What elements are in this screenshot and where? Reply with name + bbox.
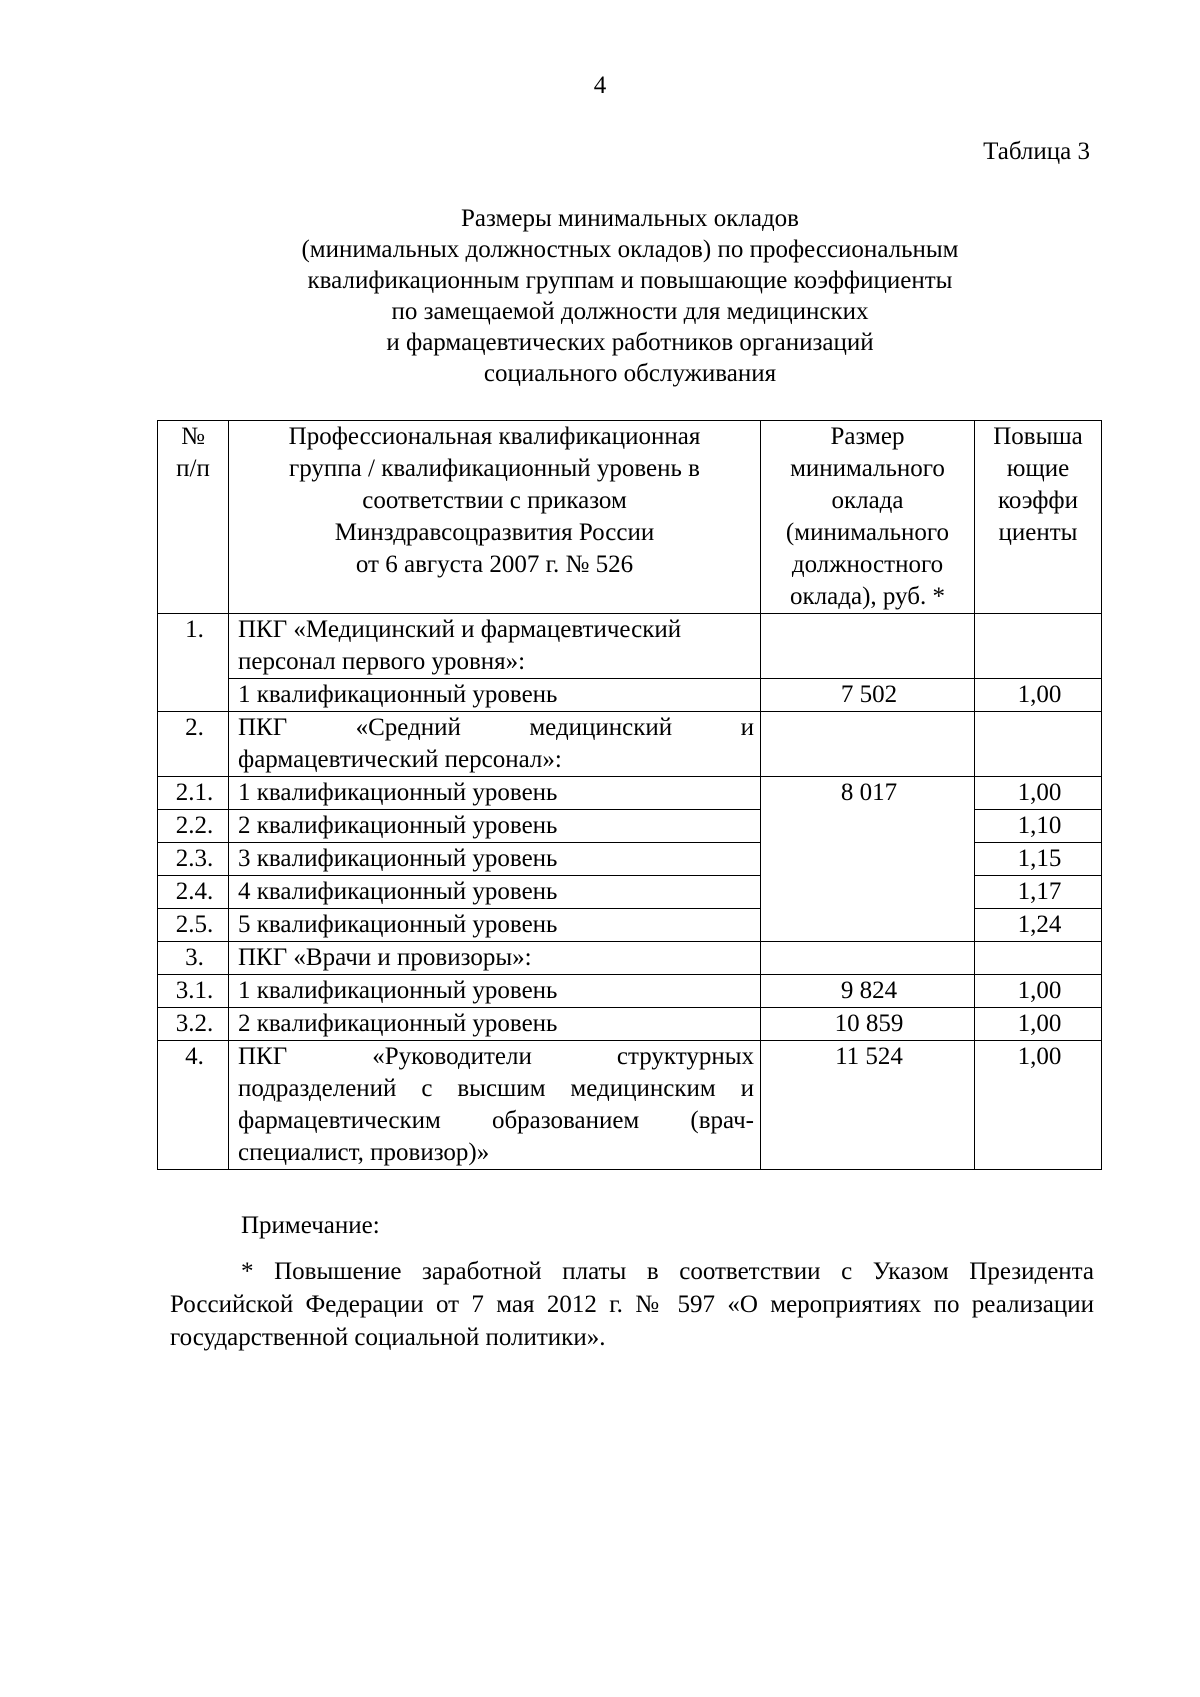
table-row: [158, 679, 1102, 712]
row-coef: 1,00: [975, 975, 1102, 1008]
row-name: ПКГ «Медицинский и фармацевтический персонал первого уровня»:: [229, 614, 761, 679]
row-name: 3 квалификационный уровень: [229, 843, 761, 876]
header-coef: Повыша ющие коэффи циенты: [975, 421, 1102, 614]
title-line: квалификационным группам и повышающие коэффициенты: [307, 267, 953, 294]
header-group: Профессиональная квалификационная группа / квалификационный уровень в соответствии с приказом Минздравсоцразвития России от 6 августа 2007 г. № 526: [229, 421, 761, 614]
table-row: [158, 1041, 1102, 1170]
row-num: 2.3.: [158, 843, 229, 876]
row-coef: 1,00: [975, 1041, 1102, 1170]
row-coef: 1,00: [975, 679, 1102, 712]
row-num: 4.: [158, 1041, 229, 1170]
row-name: 4 квалификационный уровень: [229, 876, 761, 909]
row-name: ПКГ «Врачи и провизоры»:: [229, 942, 761, 975]
page-number: 4: [593, 72, 607, 99]
row-coef: 1,24: [975, 909, 1102, 942]
table-row: [158, 777, 1102, 810]
row-num: 1.: [158, 614, 229, 712]
note-text: * Повышение заработной платы в соответствии с Указом Президента Российской Федерации от 7 мая 2012 г. № 597 «О мероприятиях по реализации государственной социальной политики».: [170, 1258, 1094, 1351]
row-coef: 1,17: [975, 876, 1102, 909]
row-salary: 8 017: [761, 777, 975, 942]
title-line: Размеры минимальных окладов: [461, 205, 799, 232]
row-coef: 1,00: [975, 777, 1102, 810]
title-line: по замещаемой должности для медицинских: [391, 298, 869, 325]
table-row: [158, 1008, 1102, 1041]
document-title: [200, 203, 1060, 389]
row-num: 2.5.: [158, 909, 229, 942]
row-coef: 1,00: [975, 1008, 1102, 1041]
row-num: 2.2.: [158, 810, 229, 843]
row-num: 3.1.: [158, 975, 229, 1008]
row-coef: 1,15: [975, 843, 1102, 876]
table-header-row: [158, 421, 1102, 614]
row-name: 5 квалификационный уровень: [229, 909, 761, 942]
row-name: 2 квалификационный уровень: [229, 1008, 761, 1041]
table-row: [158, 712, 1102, 777]
row-name: 1 квалификационный уровень: [229, 777, 761, 810]
row-salary: 7 502: [761, 679, 975, 712]
salary-table: [157, 420, 1102, 1170]
row-salary: 9 824: [761, 975, 975, 1008]
title-line: социального обслуживания: [483, 360, 777, 387]
row-num: 2.4.: [158, 876, 229, 909]
row-num: 3.: [158, 942, 229, 975]
row-name: 1 квалификационный уровень: [229, 975, 761, 1008]
table-label: Таблица 3: [983, 138, 1090, 165]
header-salary: Размер минимального оклада (минимального должностного оклада), руб. *: [761, 421, 975, 614]
row-name: 1 квалификационный уровень: [229, 679, 761, 712]
row-name: ПКГ «Средний медицинский и фармацевтический персонал»:: [229, 712, 761, 777]
header-num: № п/п: [158, 421, 229, 614]
note-label: Примечание:: [241, 1212, 380, 1239]
title-line: и фармацевтических работников организаций: [386, 329, 874, 356]
row-salary: 10 859: [761, 1008, 975, 1041]
table-row: [158, 942, 1102, 975]
title-line: (минимальных должностных окладов) по профессиональным: [301, 236, 959, 263]
row-coef: 1,10: [975, 810, 1102, 843]
row-name: ПКГ «Руководители структурных подразделений с высшим медицинским и фармацевтическим образованием (врач- специалист, провизор)»: [229, 1041, 761, 1170]
table-row: [158, 614, 1102, 679]
row-num: 2.: [158, 712, 229, 777]
row-salary: 11 524: [761, 1041, 975, 1170]
row-name: 2 квалификационный уровень: [229, 810, 761, 843]
row-num: 2.1.: [158, 777, 229, 810]
row-num: 3.2.: [158, 1008, 229, 1041]
table-row: [158, 975, 1102, 1008]
